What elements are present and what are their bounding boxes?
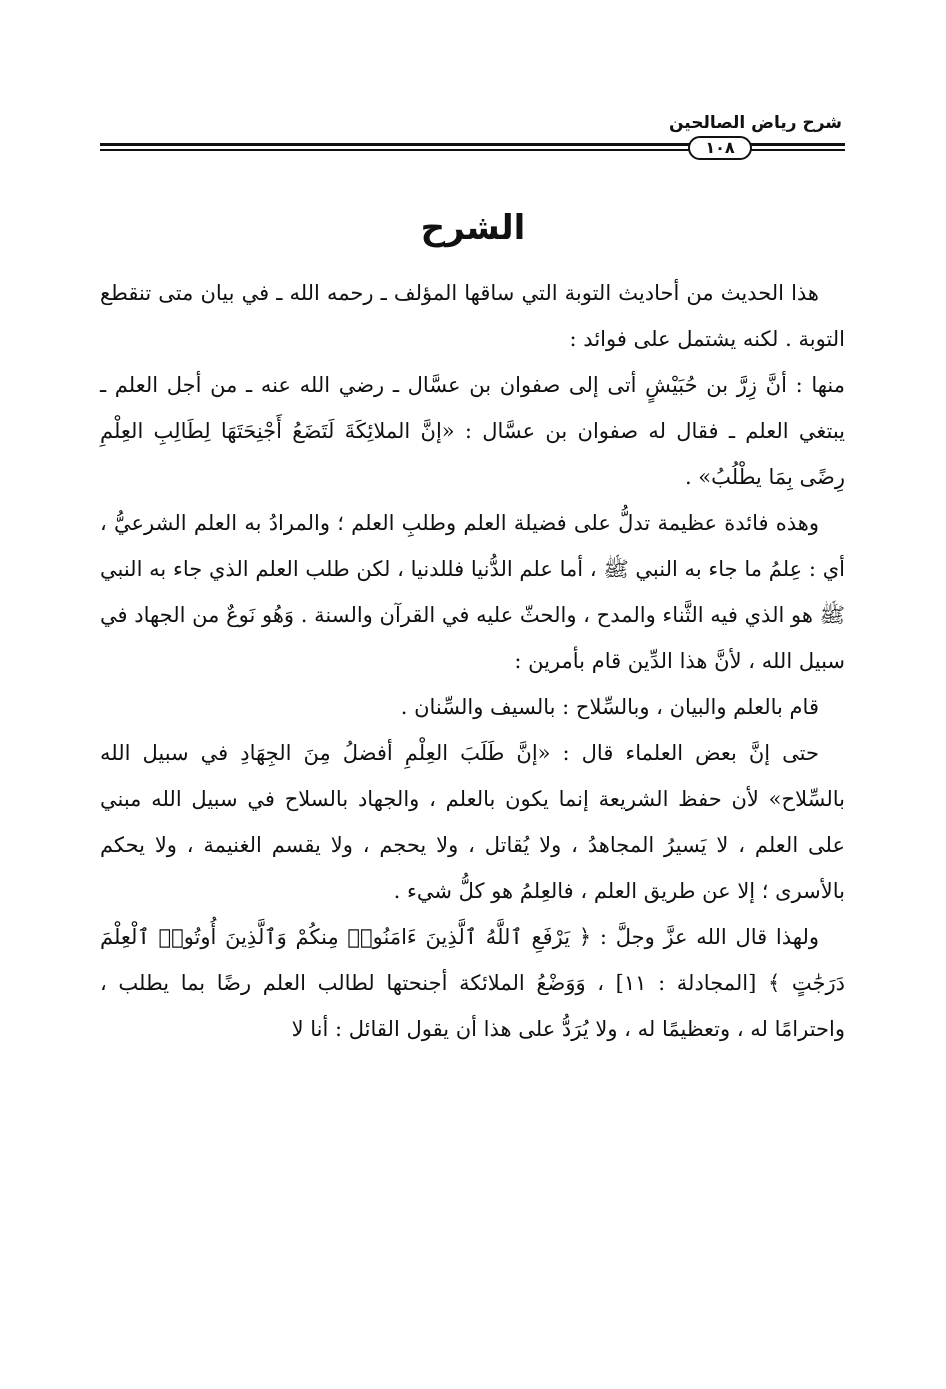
paragraph: هذا الحديث من أحاديث التوبة التي ساقها المؤلف ـ رحمه الله ـ في بيان متى تنقطع التوبة . لكنه يشتمل على فوائد : [100,281,845,351]
body-text [100,270,845,1052]
paragraph: وهذه فائدة عظيمة تدلُّ على فضيلة العلم وطلبِ العلم ؛ والمرادُ به العلم الشرعيُّ ، أي : عِلمُ ما جاء به النبي ﷺ ، أما علم الدُّنيا فللدنيا ، لكن طلب العلم الذي جاء به النبي ﷺ هو الذي فيه الثَّناء والمدح ، والحثّ عليه في القرآن والسنة . وَهُو نَوعٌ من الجهاد في سبيل الله ، لأنَّ هذا الدِّين قام بأمرين : [100,511,845,673]
paragraph: حتى إنَّ بعض العلماء قال : «إنَّ طَلَبَ العِلْمِ أفضلُ مِنَ الجِهَادِ في سبيل الله بالسِّلاح» لأن حفظ الشريعة إنما يكون بالعلم ، والجهاد بالسلاح في سبيل الله مبني على العلم ، لا يَسيرُ المجاهدُ ، ولا يُقاتل ، ولا يحجم ، ولا يقسم الغنيمة ، ولا يحكم بالأسرى ؛ إلا عن طريق العلم ، فالعِلمُ هو كلُّ شيء . [100,741,845,903]
paragraph: قام بالعلم والبيان ، وبالسِّلاح : بالسيف والسِّنان . [400,695,819,719]
paragraph: منها : أنَّ زِرَّ بن حُبَيْشٍ أتى إلى صفوان بن عسَّال ـ رضي الله عنه ـ من أجل العلم ـ يبتغي العلم ـ فقال له صفوان بن عسَّال : «إنَّ الملائِكَةَ لَتَضَعُ أَجْنِحَتَهَا لِطَالِبِ العِلْمِ رِضًى بِمَا يطْلُبُ» . [100,373,845,489]
running-header-title: شرح رياض الصالحين [668,113,842,133]
page-number: ١٠٨ [688,136,752,160]
section-title: الشرح [420,208,526,248]
paragraph: ولهذا قال الله عزَّ وجلَّ : ﴿ يَرْفَعِ ٱللَّهُ ٱلَّذِينَ ءَامَنُوا۟ مِنكُمْ وَٱلَّذِينَ أُوتُوا۟ ٱلْعِلْمَ دَرَجَٰتٍ ﴾ [المجادلة : ١١] ، وَوَضْعُ الملائكة أجنحتها لطالب العلم رضًا بما يطلب ، واحترامًا له ، وتعظيمًا له ، ولا يُرَدُّ على هذا أن يقول القائل : أنا لا [100,925,845,1041]
